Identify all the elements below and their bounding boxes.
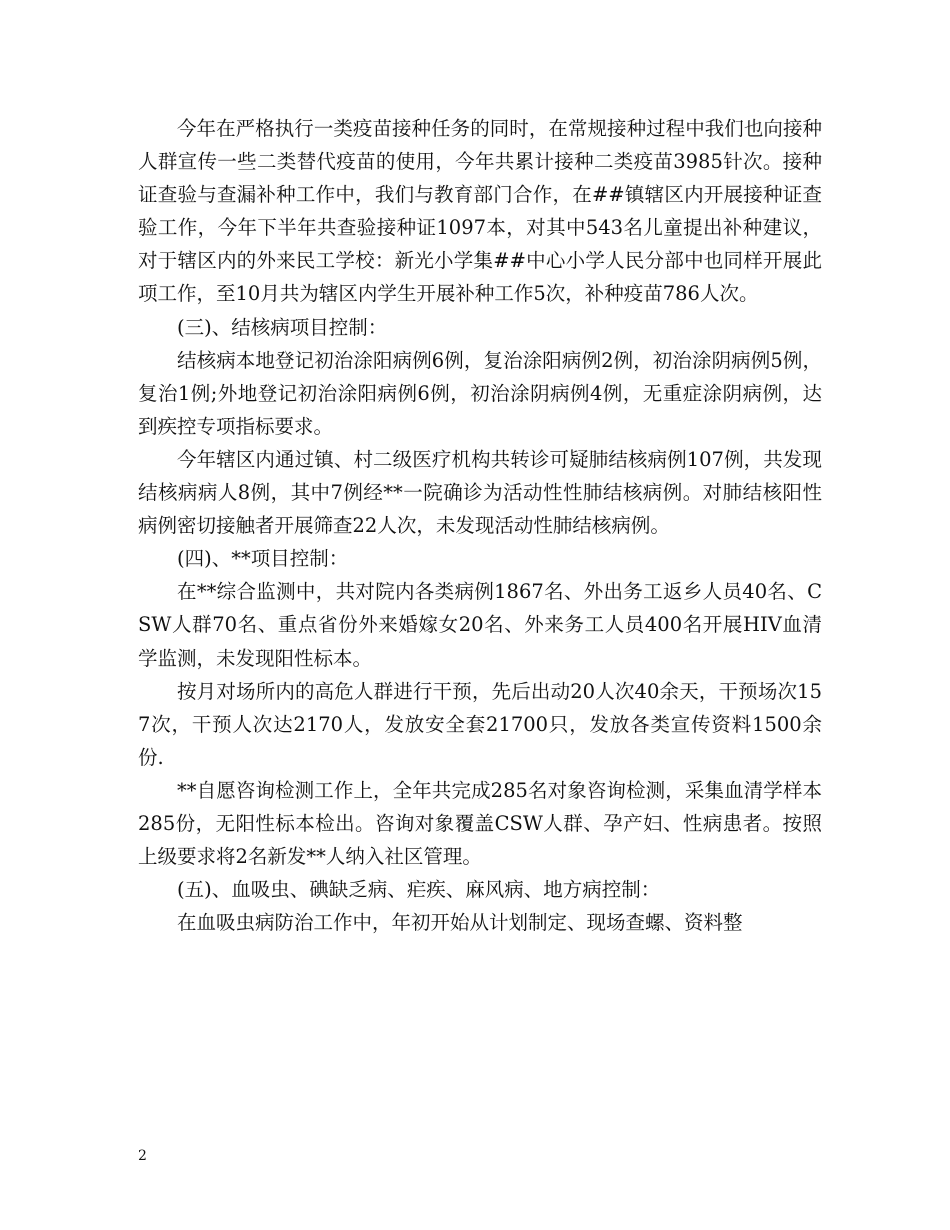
paragraph-intervention: 按月对场所内的高危人群进行干预，先后出动20人次40余天，干预场次157次，干预人次达2170人，发放安全套21700只，发放各类宣传资料1500余份. <box>138 679 822 769</box>
body-text <box>138 112 822 939</box>
paragraph-vaccination: 今年在严格执行一类疫苗接种任务的同时，在常规接种过程中我们也向接种人群宣传一些二类替代疫苗的使用，今年共累计接种二类疫苗3985针次。接种证查验与查漏补种工作中，我们与教育部门合作，在##镇辖区内开展接种证查验工作，今年下半年共查验接种证1097本，对其中543名儿童提出补种建议，对于辖区内的外来民工学校：新光小学集##中心小学人民分部中也同样开展此项工作，至10月共为辖区内学生开展补种工作5次，补种疫苗786人次。 <box>138 117 822 306</box>
heading-tuberculosis: (三)、结核病项目控制： <box>177 315 388 339</box>
heading-project-control: (四)、**项目控制： <box>177 547 349 571</box>
paragraph-tb-referral: 今年辖区内通过镇、村二级医疗机构共转诊可疑肺结核病例107例，共发现结核病病人8例，其中7例经**一院确诊为活动性性肺结核病例。对肺结核阳性病例密切接触者开展筛查22人次，未发现活动性肺结核病例。 <box>138 447 822 538</box>
paragraph-hiv-monitoring: 在**综合监测中，共对院内各类病例1867名、外出务工返乡人员40名、CSW人群70名、重点省份外来婚嫁女20名、外来务工人员400名开展HIV血清学监测，未发现阳性标本。 <box>138 580 822 670</box>
paragraph-schistosomiasis: 在血吸虫病防治工作中，年初开始从计划制定、现场查螺、资料整 <box>177 911 743 935</box>
page-number: 2 <box>138 1148 147 1164</box>
heading-endemic-control: (五)、血吸虫、碘缺乏病、疟疾、麻风病、地方病控制： <box>177 878 661 902</box>
paragraph-voluntary-testing: **自愿咨询检测工作上，全年共完成285名对象咨询检测，采集血清学样本285份，无阳性标本检出。咨询对象覆盖CSW人群、孕产妇、性病患者。按照上级要求将2名新发**人纳入社区管理。 <box>138 778 822 869</box>
paragraph-tb-registration: 结核病本地登记初治涂阳病例6例，复治涂阳病例2例，初治涂阴病例5例，复治1例;外地登记初治涂阳病例6例，初治涂阴病例4例，无重症涂阴病例，达到疾控专项指标要求。 <box>138 348 822 438</box>
